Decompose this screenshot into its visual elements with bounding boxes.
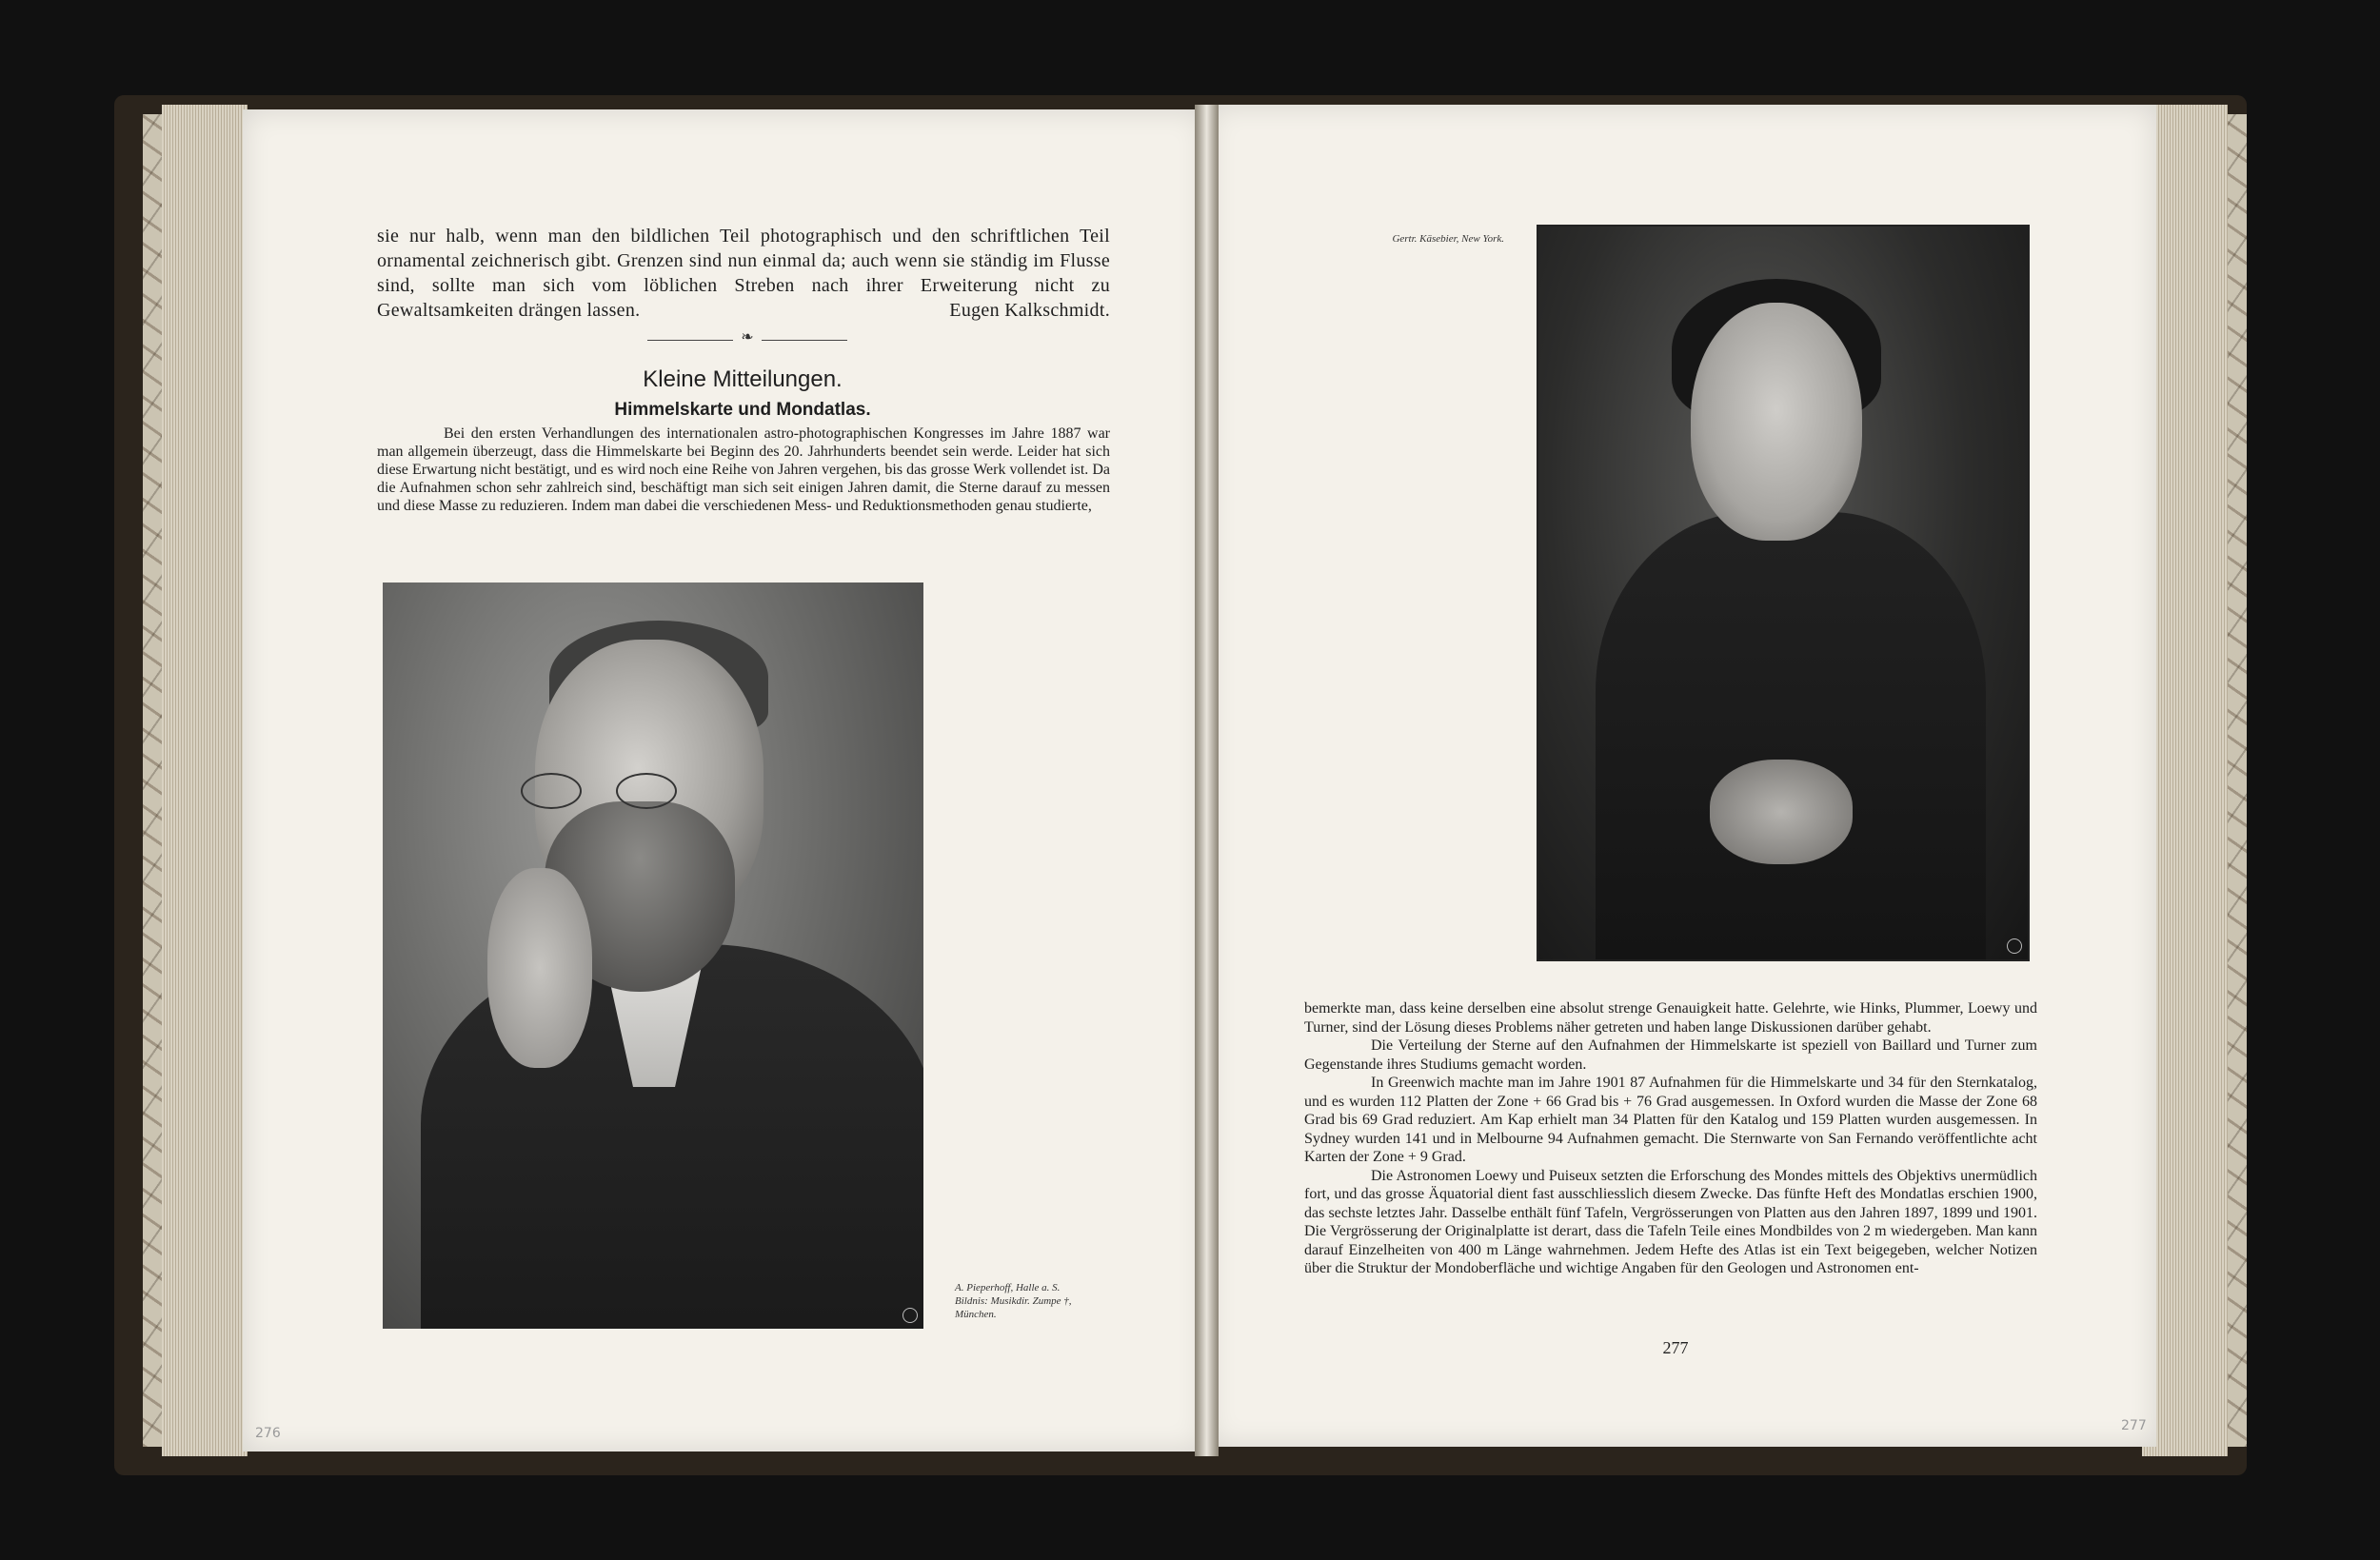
photo-monogram-stamp — [2007, 938, 2022, 954]
page-stack-left — [162, 105, 248, 1456]
pencil-page-number-right: 277 — [2121, 1418, 2147, 1433]
photo-credit-line: München. — [955, 1309, 997, 1320]
section-divider-ornament: ❧ — [647, 333, 847, 348]
book-gutter — [1195, 105, 1219, 1456]
hand — [487, 868, 592, 1068]
section-title: Kleine Mitteilungen. — [643, 366, 843, 392]
author-signature: Eugen Kalkschmidt. — [949, 300, 1110, 321]
hands — [1710, 760, 1853, 864]
photo-monogram-stamp — [902, 1308, 918, 1323]
photo-credit-right: Gertr. Käsebier, New York. — [1392, 233, 1504, 245]
body-text-right — [1304, 999, 2037, 1278]
body-paragraph: bemerkte man, dass keine derselben eine absolut strenge Genauigkeit hatte. Gelehrte, wie Hinks, Plummer, Loewy und Turner, sind der Lösung dieses Problems näher getreten und haben lange Diskussionen darüber gehabt. — [1304, 1000, 2037, 1036]
page-number: 277 — [1662, 1338, 1689, 1357]
dress — [1596, 512, 1986, 959]
photo-credit-line: A. Pieperhoff, Halle a. S. — [955, 1282, 1061, 1293]
photo-credit-line: Bildnis: Musikdir. Zumpe †, — [955, 1295, 1072, 1307]
body-paragraph: Die Astronomen Loewy und Puiseux setzten die Erforschung des Mondes mittels des Objektivs unermüdlich fort, und das grosse Äquatorial dient fast ausschliesslich diesem Zwecke. Das fünfte Heft des Mondatlas erschien 1900, das sechste letztes Jahr. Dasselbe enthält fünf Tafeln, Vergrösserungen von Platten aus den Jahren 1897, 1899 und 1901. Die Vergrösserung der Originalplatte ist derart, dass die Tafeln Teile eines Mondbildes von 2 m wiedergeben. Man kann darauf Einzelheiten von 400 m Länge wahrnehmen. Jedem Hefte des Atlas ist ein Text beigegeben, welcher Notizen über die Struktur der Mondoberfläche und wichtige Angaben für den Geologen und Astronomen ent- — [1304, 1167, 2037, 1276]
portrait-photo-man — [383, 583, 923, 1329]
intro-paragraph: sie nur halb, wenn man den bildlichen Teil photographisch und den schriftlichen Teil ornamental zeichnerisch gibt. Grenzen sind nun einmal da; auch wenn sie ständig im Flusse sind, sollte man sich vom löblichen Streben nach ihrer Erweiterung nicht zu Gewaltsamkeiten drängen lassen. — [377, 226, 1110, 321]
section-subtitle: Himmelskarte und Mondatlas. — [614, 400, 871, 420]
glasses-icon — [521, 773, 702, 807]
body-paragraph: In Greenwich machte man im Jahre 1901 87 Aufnahmen für die Himmelskarte und 34 für den Sternkatalog, und es wurden 112 Platten der Zone + 66 Grad bis + 76 Grad ausgemessen. In Oxford wurden die Masse der Zone 68 Grad bis 69 Grad reduziert. Am Kap erhielt man 34 Platten für den Katalog und 159 Platten wurden ausgemessen. In Sydney wurden 141 und in Melbourne 94 Aufnahmen gemacht. Die Sternwarte von San Fernando veröffentlichte acht Karten der Zone + 9 Grad. — [1304, 1075, 2037, 1165]
body-paragraph: Die Verteilung der Sterne auf den Aufnahmen der Himmelskarte ist speziell von Baillard und Turner zum Gegenstande ihres Studiums gemacht worden. — [1304, 1037, 2037, 1073]
photo-credit-left — [955, 1281, 1145, 1321]
pencil-page-number-left: 276 — [255, 1426, 281, 1441]
body-paragraph-left: Bei den ersten Verhandlungen des internationalen astro-photographischen Kongresses im Jahre 1887 war man allgemein überzeugt, dass die Himmelskarte bei Beginn des 20. Jahrhunderts beendet sein werde. Leider hat sich diese Erwartung nicht bestätigt, und es wird noch eine Reihe von Jahren vergehen, bis das grosse Werk vollendet ist. Da die Aufnahmen schon sehr zahlreich sind, beschäftigt man sich seit einigen Jahren damit, die Sterne darauf zu messen und diese Masse zu reduzieren. Indem man dabei die verschiedenen Mess- und Reduktionsmethoden genau studierte, — [377, 425, 1110, 514]
face — [1691, 303, 1862, 541]
portrait-photo-woman — [1537, 225, 2030, 961]
intro-text — [377, 224, 1110, 323]
